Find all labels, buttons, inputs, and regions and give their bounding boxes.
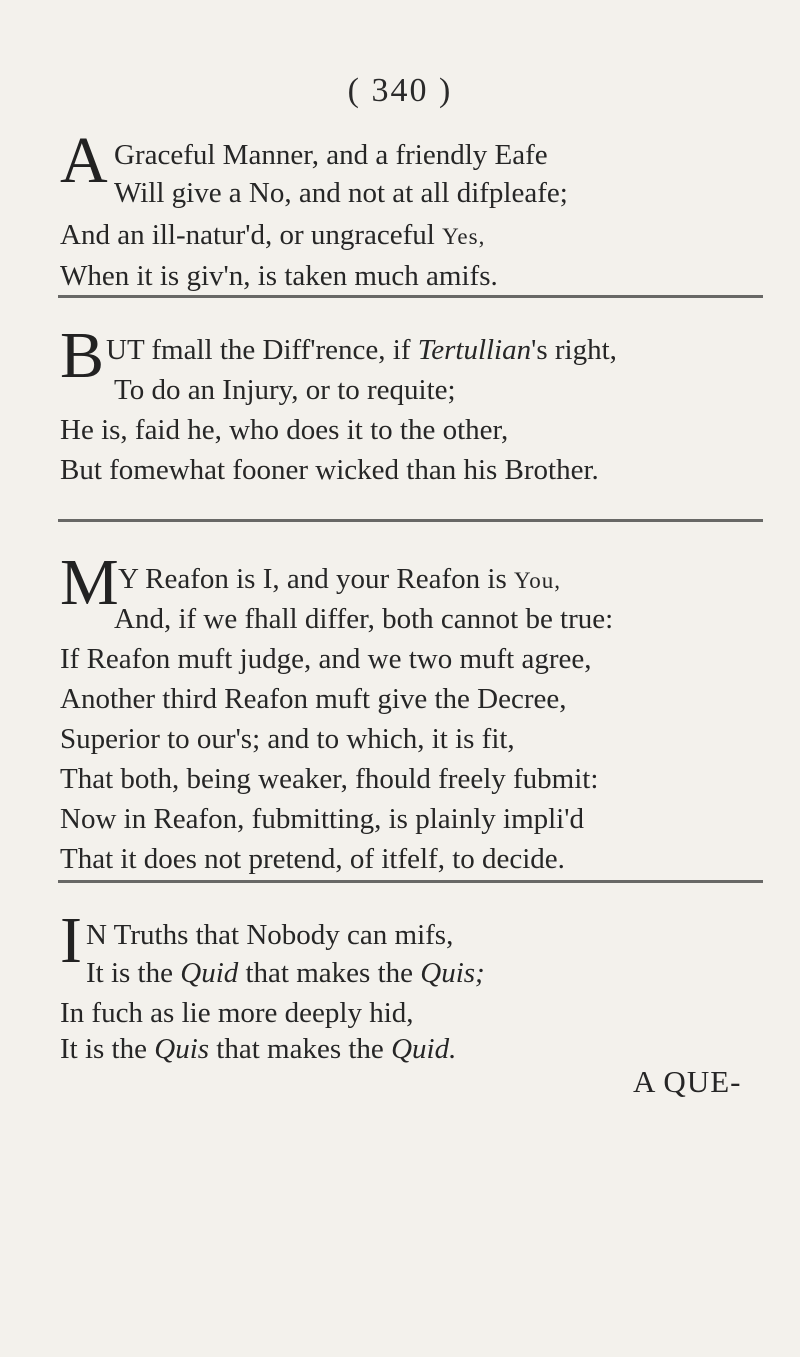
verse-line: Now in Reafon, fubmitting, is plainly impli'd: [60, 803, 584, 835]
verse-line: That it does not pretend, of itfelf, to decide.: [60, 843, 565, 875]
verse-line: And an ill-natur'd, or ungraceful Yes,: [60, 219, 486, 251]
catchword: A QUE-: [633, 1064, 742, 1099]
page-number: ( 340 ): [347, 72, 453, 109]
section-divider: [58, 519, 763, 522]
drop-cap: B: [60, 319, 105, 392]
verse-line: That both, being weaker, fhould freely fubmit:: [60, 763, 599, 795]
verse-line: N Truths that Nobody can mifs,: [86, 919, 454, 951]
verse-line: In fuch as lie more deeply hid,: [60, 997, 414, 1029]
verse-line: Y Reafon is I, and your Reafon is You,: [118, 563, 562, 595]
section-divider: [58, 880, 763, 883]
verse-line: But fomewhat fooner wicked than his Brother.: [60, 454, 599, 486]
verse-line: It is the Quid that makes the Quis;: [86, 957, 485, 989]
verse-line: And, if we fhall differ, both cannot be true:: [114, 603, 614, 635]
verse-line: Superior to our's; and to which, it is fit,: [60, 723, 515, 755]
verse-line: Will give a No, and not at all difpleafe;: [114, 177, 568, 209]
verse-line: UT fmall the Diff'rence, if Tertullian's right,: [106, 334, 617, 366]
drop-cap: A: [60, 124, 108, 197]
verse-line: To do an Injury, or to requite;: [114, 374, 456, 406]
verse-line: It is the Quis that makes the Quid.: [60, 1033, 457, 1065]
verse-line: Graceful Manner, and a friendly Eafe: [114, 139, 548, 171]
verse-line: He is, faid he, who does it to the other,: [60, 414, 509, 446]
drop-cap: M: [60, 546, 119, 619]
verse-line: Another third Reafon muft give the Decree,: [60, 683, 567, 715]
drop-cap: I: [60, 904, 82, 977]
verse-line: When it is giv'n, is taken much amifs.: [60, 260, 498, 292]
section-divider: [58, 295, 763, 298]
verse-line: If Reafon muft judge, and we two muft agree,: [60, 643, 592, 675]
